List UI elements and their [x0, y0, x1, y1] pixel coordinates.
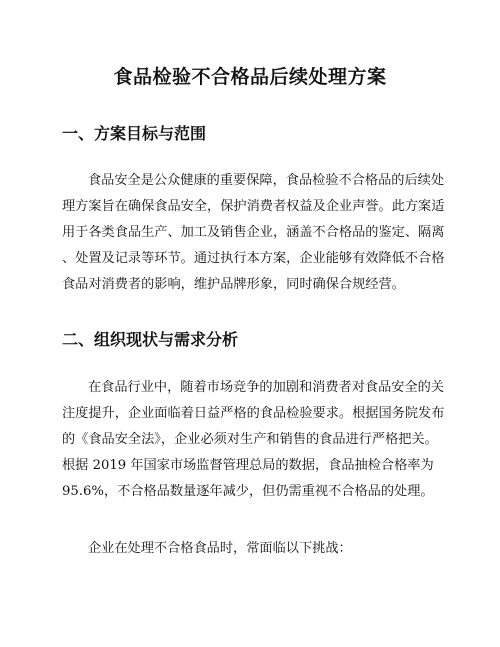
document-title: 食品检验不合格品后续处理方案	[113, 66, 387, 88]
section-2-paragraph	[62, 375, 445, 505]
paragraph-line: 食品对消费者的影响，维护品牌形象，同时确保合规经营。	[62, 277, 405, 292]
paragraph-line: 的《食品安全法》，企业必须对生产和销售的食品进行严格把关。	[62, 432, 438, 447]
section-1-heading: 一、方案目标与范围	[62, 124, 207, 143]
section-2-followup-paragraph	[62, 536, 438, 562]
paragraph-line: 95.6%，不合格品数量逐年减少，但仍需重视不合格品的处理。	[62, 484, 434, 499]
paragraph-line: 企业在处理不合格食品时，常面临以下挑战：	[88, 541, 352, 556]
paragraph-line: 注度提升，企业面临着日益严格的食品检验要求。根据国务院发布	[62, 406, 445, 421]
paragraph-line: 、处置及记录等环节。通过执行本方案，企业能够有效降低不合格	[62, 251, 445, 266]
section-2-heading: 二、组织现状与需求分析	[62, 330, 239, 349]
paragraph-line: 食品安全是公众健康的重要保障，食品检验不合格品的后续处	[88, 173, 445, 188]
paragraph-line: 用于各类食品生产、加工及销售企业，涵盖不合格品的鉴定、隔离	[62, 225, 445, 240]
section-1-paragraph	[62, 168, 445, 298]
paragraph-line: 理方案旨在确保食品安全，保护消费者权益及企业声誉。此方案适	[62, 199, 445, 214]
paragraph-line: 在食品行业中，随着市场竞争的加剧和消费者对食品安全的关	[88, 380, 445, 395]
paragraph-line: 根据 2019 年国家市场监督管理总局的数据，食品抽检合格率为	[62, 458, 434, 473]
